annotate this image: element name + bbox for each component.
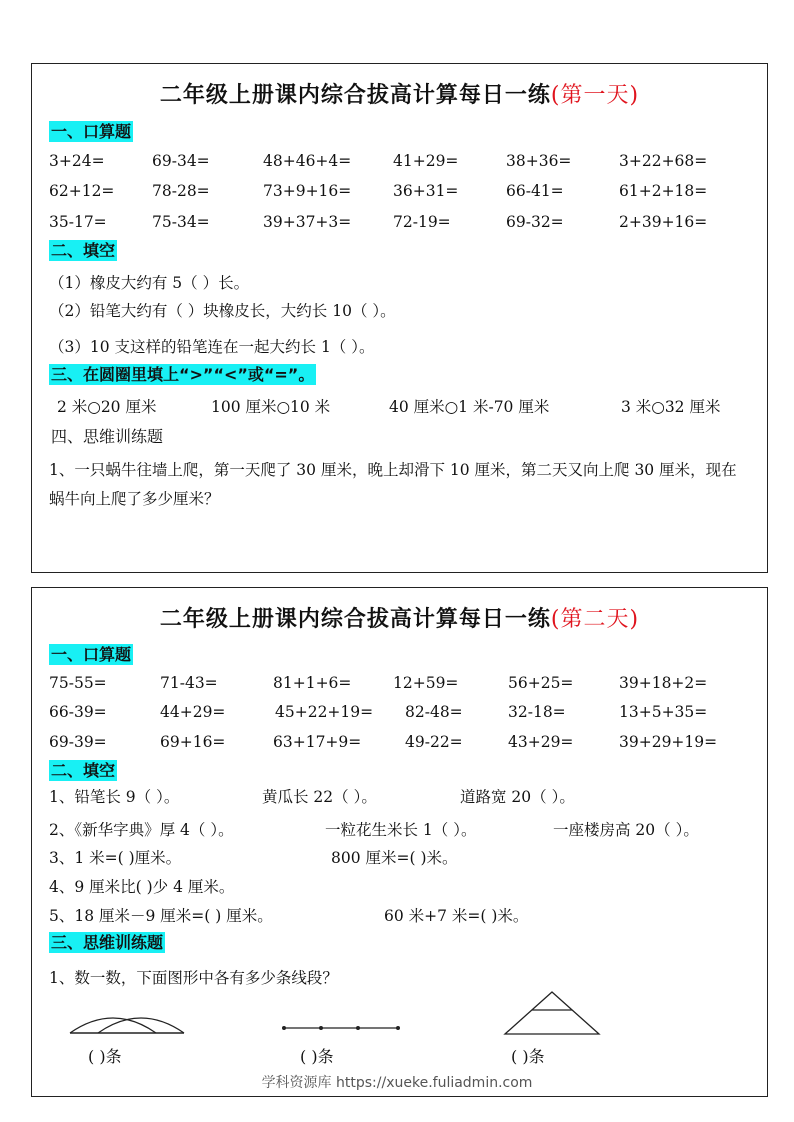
calc-item: 62+12=	[49, 182, 115, 200]
section-fill-blank: 二、填空	[51, 241, 116, 260]
calc-item: 39+18+2=	[619, 674, 708, 692]
calc-item: 12+59=	[393, 674, 459, 692]
point	[319, 1026, 323, 1030]
answer-blank-3: ( )条	[511, 1047, 545, 1066]
compare-item: 40 厘米○1 米-70 厘米	[389, 398, 550, 416]
answer-blank-1: ( )条	[88, 1047, 122, 1066]
point	[356, 1026, 360, 1030]
fill-item: 黄瓜长 22（ ）。	[262, 788, 377, 806]
fill-row-4: 4、9 厘米比( )少 4 厘米。	[49, 878, 235, 896]
calc-item: 45+22+19=	[275, 703, 374, 721]
calc-item: 66-41=	[506, 182, 564, 200]
dotted-line-figure	[281, 1020, 401, 1036]
worksheet-title	[32, 602, 767, 633]
calc-item: 78-28=	[152, 182, 210, 200]
calc-item: 41+29=	[393, 152, 459, 170]
calc-item: 43+29=	[508, 733, 574, 751]
calc-item: 39+37+3=	[263, 213, 352, 231]
calc-item: 61+2+18=	[619, 182, 708, 200]
point	[282, 1026, 286, 1030]
calc-item: 73+9+16=	[263, 182, 352, 200]
fill-item-2: （2）铅笔大约有（ ）块橡皮长，大约长 10（ ）。	[49, 302, 396, 320]
fill-item: 3、1 米=( )厘米。	[49, 849, 182, 867]
arc-right	[98, 1018, 184, 1033]
calc-item: 63+17+9=	[273, 733, 362, 751]
calc-item: 69-39=	[49, 733, 107, 751]
triangle	[505, 992, 599, 1034]
day-tag: (第二天)	[550, 607, 640, 632]
calc-item: 71-43=	[160, 674, 218, 692]
calc-item: 3+22+68=	[619, 152, 708, 170]
section-oral-calculation: 一、口算题	[51, 645, 132, 664]
fill-item: 2、《新华字典》厚 4（ ）。	[49, 821, 234, 839]
calc-item: 66-39=	[49, 703, 107, 721]
calc-item: 38+36=	[506, 152, 572, 170]
calc-item: 81+1+6=	[273, 674, 352, 692]
watermark-footer: 学科资源库 https://xueke.fuliadmin.com	[261, 1075, 533, 1091]
fill-item: 一粒花生米长 1（ ）。	[325, 821, 477, 839]
compare-item: 100 厘米○10 米	[211, 398, 331, 416]
title-text: 二年级上册课内综合拔高计算每日一练	[159, 606, 551, 632]
worksheet-title	[32, 78, 767, 109]
worksheet-day-2	[31, 587, 768, 1097]
point	[396, 1026, 400, 1030]
calc-item: 32-18=	[508, 703, 566, 721]
worksheet-day-1	[31, 63, 768, 573]
fill-item: 道路宽 20（ ）。	[460, 788, 575, 806]
arc-left	[70, 1018, 156, 1033]
calc-item: 35-17=	[49, 213, 107, 231]
calc-item: 72-19=	[393, 213, 451, 231]
calc-item: 36+31=	[393, 182, 459, 200]
section-thinking: 四、思维训练题	[51, 427, 164, 446]
section-fill-blank: 二、填空	[51, 761, 116, 780]
calc-item: 75-34=	[152, 213, 210, 231]
calc-item: 2+39+16=	[619, 213, 708, 231]
fill-item-3: （3）10 支这样的铅笔连在一起大约长 1（ ）。	[49, 338, 375, 356]
title-text: 二年级上册课内综合拔高计算每日一练	[159, 82, 551, 108]
day-tag: (第一天)	[550, 83, 640, 108]
word-problem-1: 1、一只蜗牛往墙上爬，第一天爬了 30 厘米，晚上却滑下 10 厘米，第二天又向上爬 30 厘米，现在蜗牛向上爬了多少厘米？	[49, 461, 737, 508]
compare-item: 2 米○20 厘米	[57, 398, 157, 416]
fill-item-1: （1）橡皮大约有 5（ ）长。	[49, 274, 250, 292]
fill-item: 800 厘米=( )米。	[331, 849, 458, 867]
calc-item: 49-22=	[405, 733, 463, 751]
section-compare: 三、在圆圈里填上“>”“<”或“=”。	[51, 365, 315, 384]
fill-item: 60 米+7 米=( )米。	[384, 907, 529, 925]
calc-item: 39+29+19=	[619, 733, 718, 751]
section-oral-calculation: 一、口算题	[51, 122, 132, 141]
calc-item: 44+29=	[160, 703, 226, 721]
section-thinking: 三、思维训练题	[51, 933, 164, 952]
calc-item: 82-48=	[405, 703, 463, 721]
fill-item: 5、18 厘米－9 厘米=( ) 厘米。	[49, 907, 273, 925]
fill-item: 1、铅笔长 9（ ）。	[49, 788, 180, 806]
segment-question: 1、数一数，下面图形中各有多少条线段？	[49, 969, 338, 987]
calc-item: 75-55=	[49, 674, 107, 692]
calc-item: 13+5+35=	[619, 703, 708, 721]
calc-item: 3+24=	[49, 152, 105, 170]
arc-segment-figure	[68, 1001, 188, 1041]
fill-item: 一座楼房高 20（ ）。	[553, 821, 699, 839]
calc-item: 69-34=	[152, 152, 210, 170]
triangle-figure	[502, 989, 602, 1037]
calc-item: 69+16=	[160, 733, 226, 751]
calc-item: 56+25=	[508, 674, 574, 692]
compare-item: 3 米○32 厘米	[621, 398, 721, 416]
calc-item: 69-32=	[506, 213, 564, 231]
answer-blank-2: ( )条	[300, 1047, 334, 1066]
calc-item: 48+46+4=	[263, 152, 352, 170]
